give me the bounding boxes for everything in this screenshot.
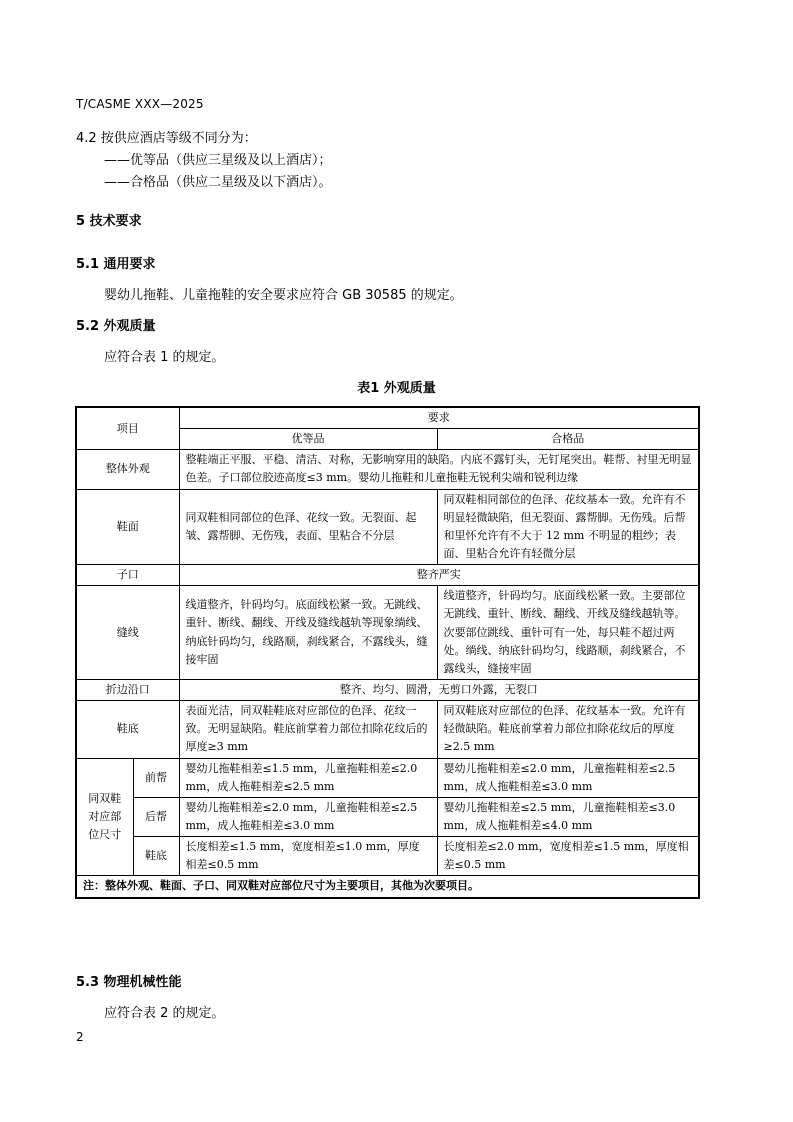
sole-premium: 表面光洁，同双鞋鞋底对应部位的色泽、花纹一致。无明显缺陷。鞋底前掌着力部位扣除花纹后的厚度≥3 mm [179,701,437,758]
stitching-qualified: 线道整齐，针码均匀。底面线松紧一致。主要部位无跳线、重针、断线、翻线、开线及缝线越轨等。次要部位跳线、重针可有一处，每只鞋不超过两处。绱线、纳底针码均匀，线路顺，刹线紧合，不露线头，缝接牢固 [437,586,699,680]
stitching-premium: 线道整齐，针码均匀。底面线松紧一致。无跳线、重针、断线、翻线、开线及缝线越轨等现象绱线、纳底针码均匀，线路顺，刹线紧合，不露线头，缝接牢固 [179,586,437,680]
header-premium: 优等品 [179,429,437,450]
header-item: 项目 [76,407,179,450]
section-4-2-heading: 4.2 按供应酒店等级不同分为： [76,131,257,146]
appearance-quality-table [75,406,700,899]
section-5-heading: 5 技术要求 [76,214,142,229]
section-5-3-heading: 5.3 物理机械性能 [76,975,182,990]
bottom-premium: 长度相差≤1.5 mm，宽度相差≤1.0 mm，厚度相差≤0.5 mm [179,837,437,876]
row-label-edge: 折边沿口 [76,679,179,700]
table-note: 注：整体外观、鞋面、子口、同双鞋对应部位尺寸为主要项目，其他为次要项目。 [76,876,699,898]
sub-label-bottom: 鞋底 [133,837,179,876]
upper-premium: 同双鞋相同部位的色泽、花纹一致。无裂面、起皱、露帮脚、无伤残，表面、里粘合不分层 [179,489,437,565]
header-qualified: 合格品 [437,429,699,450]
document-code: T/CASME XXX—2025 [76,97,204,111]
back-qualified: 婴幼儿拖鞋相差≤2.5 mm，儿童拖鞋相差≤3.0 mm，成人拖鞋相差≤4.0 mm [437,797,699,836]
row-label-overall: 整体外观 [76,450,179,489]
row-label-upper: 鞋面 [76,489,179,565]
welt-requirement: 整齐严实 [179,565,699,586]
row-label-pair-dimension: 同双鞋对应部位尺寸 [76,758,133,876]
header-requirement: 要求 [179,407,699,429]
bottom-qualified: 长度相差≤2.0 mm，宽度相差≤1.5 mm，厚度相差≤0.5 mm [437,837,699,876]
section-5-2-heading: 5.2 外观质量 [76,319,156,334]
upper-qualified: 同双鞋相同部位的色泽、花纹基本一致。允许有不明显轻微缺陷，但无裂面、露帮脚。无伤残。后帮和里怀允许有不大于 12 mm 不明显的粗纱；表面、里粘合允许有轻微分层 [437,489,699,565]
grade-item-premium: ——优等品（供应三星级及以上酒店）； [104,153,332,168]
section-5-1-heading: 5.1 通用要求 [76,257,156,272]
sub-label-front: 前帮 [133,758,179,797]
section-5-3-body: 应符合表 2 的规定。 [104,1006,225,1021]
grade-item-qualified: ——合格品（供应二星级及以下酒店）。 [104,175,332,190]
row-label-sole: 鞋底 [76,701,179,758]
overall-requirement: 整鞋端正平服、平稳、清洁、对称，无影响穿用的缺陷。内底不露钉头，无钉尾突出。鞋帮、衬里无明显色差。子口部位胶迹高度≤3 mm。婴幼儿拖鞋和儿童拖鞋无锐利尖端和锐利边缘 [179,450,699,489]
front-premium: 婴幼儿拖鞋相差≤1.5 mm，儿童拖鞋相差≤2.0 mm，成人拖鞋相差≤2.5 mm [179,758,437,797]
sub-label-back: 后帮 [133,797,179,836]
row-label-stitching: 缝线 [76,586,179,680]
back-premium: 婴幼儿拖鞋相差≤2.0 mm，儿童拖鞋相差≤2.5 mm，成人拖鞋相差≤3.0 mm [179,797,437,836]
edge-requirement: 整齐、均匀、圆滑，无剪口外露，无裂口 [179,679,699,700]
section-5-1-body: 婴幼儿拖鞋、儿童拖鞋的安全要求应符合 GB 30585 的规定。 [104,288,463,303]
section-5-2-body: 应符合表 1 的规定。 [104,350,225,365]
page-number: 2 [76,1030,84,1044]
row-label-welt: 子口 [76,565,179,586]
front-qualified: 婴幼儿拖鞋相差≤2.0 mm，儿童拖鞋相差≤2.5 mm，成人拖鞋相差≤3.0 mm [437,758,699,797]
table-1-caption: 表1 外观质量 [357,381,436,396]
sole-qualified: 同双鞋底对应部位的色泽、花纹基本一致。允许有轻微缺陷。鞋底前掌着力部位扣除花纹后的厚度≥2.5 mm [437,701,699,758]
